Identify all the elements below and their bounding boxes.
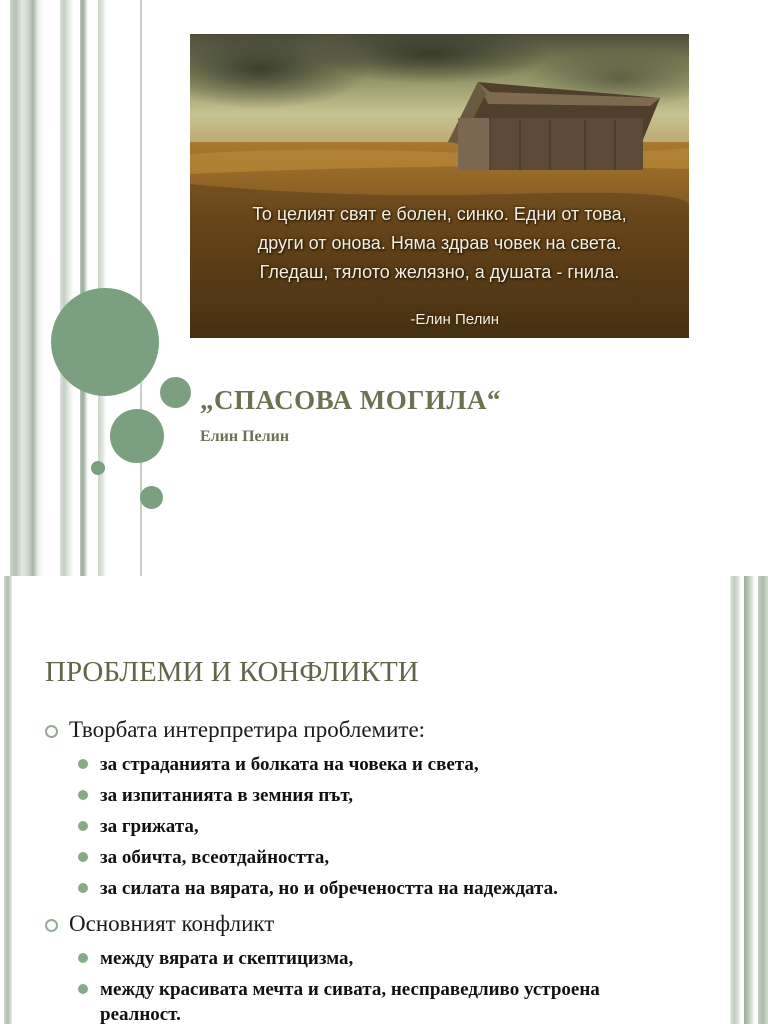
bullet-dot-icon: [78, 759, 88, 769]
list-item-label: Творбата интерпретира проблемите:: [69, 717, 426, 742]
bullet-dot-icon: [78, 953, 88, 963]
bullet-dot-icon: [78, 852, 88, 862]
sub-list-item-text: за грижата,: [100, 816, 199, 837]
sub-list-item-text: за обичта, всеотдайността,: [100, 847, 330, 868]
quote-photo: [190, 34, 689, 338]
decorative-circle: [91, 461, 105, 475]
sub-list-item-text: за страданията и болката на човека и света,: [100, 754, 479, 775]
decorative-circle: [160, 377, 191, 408]
quote-line: То целият свят е болен, синко. Едни от това,: [252, 204, 627, 224]
quote-line: други от онова. Няма здрав човек на света.: [257, 233, 622, 253]
decorative-circle: [140, 486, 163, 509]
list-item-label: Основният конфликт: [69, 911, 275, 936]
bullet-dot-icon: [78, 790, 88, 800]
content-slide: [0, 576, 768, 1024]
bullet-dot-icon: [78, 821, 88, 831]
field-barn-illustration: [190, 34, 689, 338]
decorative-stripes: [0, 0, 150, 576]
sub-list-item-text: за силата на вярата, но и обречеността на надеждата.: [100, 878, 558, 899]
bullet-ring-icon: [45, 919, 58, 932]
slide-subtitle: Елин Пелин: [200, 428, 290, 445]
bullet-dot-icon: [78, 984, 88, 994]
sub-list-item-text: между вярата и скептицизма,: [100, 948, 354, 969]
decorative-circle-large: [51, 288, 159, 396]
sub-list-item-text: за изпитанията в земния път,: [100, 785, 354, 806]
sub-list-item-text: между красивата мечта и сивата, несправедливо устроена реалност.: [100, 979, 600, 1024]
decorative-circle: [110, 409, 164, 463]
quote-line: Гледаш, тялото желязно, а душата - гнила.: [259, 262, 620, 282]
slide-title: „СПАСОВА МОГИЛА“: [200, 385, 501, 415]
quote-author: -Елин Пелин: [410, 311, 499, 328]
bullet-ring-icon: [45, 725, 58, 738]
slide-heading: ПРОБЛЕМИ И КОНФЛИКТИ: [45, 656, 419, 688]
decorative-stripes: [730, 576, 768, 1024]
bullet-dot-icon: [78, 883, 88, 893]
quote-text: [190, 200, 689, 287]
decorative-stripe: [0, 576, 12, 1024]
